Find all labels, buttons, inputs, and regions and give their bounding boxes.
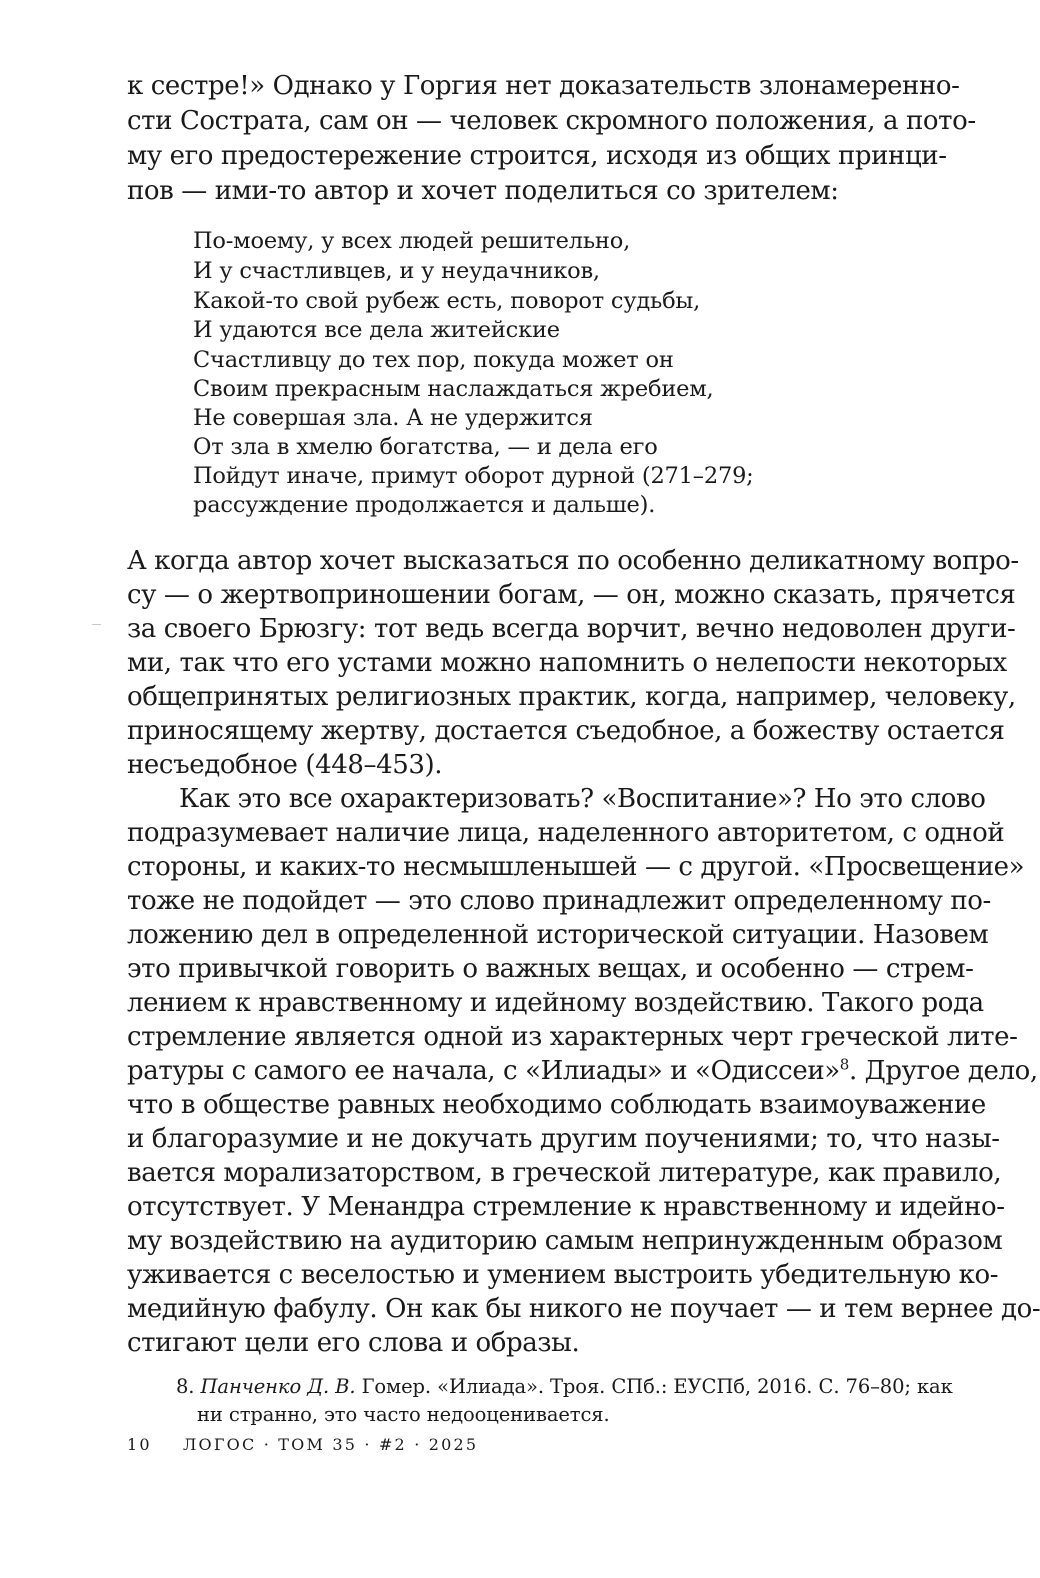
text-line: приносящему жертву, достается съедобное, а божеству остается (127, 716, 1005, 746)
text-line: подразумевает наличие лица, наделенного авторитетом, с одной (127, 818, 1005, 848)
text-line: тоже не подойдет — это слово принадлежит определенному по- (127, 886, 991, 916)
verse-line: По-моему, у всех людей решительно, (193, 228, 631, 254)
journal-info: ЛОГОС · ТОМ 35 · #2 · 2025 (183, 1435, 479, 1454)
text-line: стороны, и каких-то несмышленышей — с другой. «Просвещение» (127, 852, 1025, 882)
text-line: вается морализаторством, в греческой литературе, как правило, (127, 1158, 1002, 1188)
text-line: к сестре!» Однако у Горгия нет доказательств злонамеренно- (127, 71, 960, 101)
text-line: медийную фабулу. Он как бы никого не поучает — и тем вернее до- (127, 1294, 1040, 1324)
verse-line: Не совершая зла. А не удержится (193, 405, 593, 431)
text-line-with-footnote-ref (127, 1055, 1038, 1087)
verse-line: Пойдут иначе, примут оборот дурной (271–279; (193, 463, 754, 489)
footnote-line (176, 1374, 953, 1400)
verse-line: Какой-то свой рубеж есть, поворот судьбы, (193, 288, 701, 314)
text-line: ложению дел в определенной исторической ситуации. Назовем (127, 920, 989, 950)
text-line: стигают цели его слова и образы. (127, 1328, 580, 1358)
text-line: отсутствует. У Менандра стремление к нравственному и идейно- (127, 1192, 1005, 1222)
text-line: несъедобное (448–453). (127, 750, 443, 780)
text-line: и благоразумие и не докучать другим поучениями; то, что назы- (127, 1124, 1000, 1154)
text-line: стремление является одной из характерных черт греческой лите- (127, 1022, 1018, 1052)
footnote-citation: Гомер. «Илиада». Троя. СПб.: ЕУСПб, 2016. С. 76–80; как (361, 1375, 953, 1398)
footnote-author: Панченко Д. В. (200, 1375, 356, 1398)
text-line: пов — ими-то автор и хочет поделиться со зрителем: (127, 176, 839, 206)
footnote-number: 8. (176, 1375, 195, 1398)
text-line: му его предостережение строится, исходя из общих принци- (127, 141, 947, 171)
footnote-ref-8[interactable]: 8 (839, 1055, 849, 1074)
scan-artifact-mark (92, 624, 101, 625)
text-line: сти Сострата, сам он — человек скромного положения, а пото- (127, 106, 976, 136)
text-line: это привычкой говорить о важных вещах, и особенно — стрем- (127, 954, 974, 984)
verse-line: рассуждение продолжается и дальше). (193, 492, 656, 518)
verse-line: И у счастливцев, и у неудачников, (193, 258, 600, 284)
verse-line: Счастливцу до тех пор, покуда может он (193, 347, 674, 373)
page-number: 10 (127, 1435, 152, 1454)
text-line: что в обществе равных необходимо соблюдать взаимоуважение (127, 1090, 986, 1120)
text-line: общепринятых религиозных практик, когда, например, человеку, (127, 682, 1016, 712)
text-line: су — о жертвоприношении богам, — он, можно сказать, прячется (127, 580, 1016, 610)
verse-line: От зла в хмелю богатства, — и дела его (193, 434, 658, 460)
text-line: А когда автор хочет высказаться по особенно деликатному вопро- (127, 546, 1019, 576)
text-fragment: ратуры с самого ее начала, с «Илиады» и «Одиссеи» (127, 1056, 840, 1086)
text-line: лением к нравственному и идейному воздействию. Такого рода (127, 988, 984, 1018)
text-fragment: . Другое дело, (848, 1056, 1038, 1086)
text-line: уживается с веселостью и умением выстроить убедительную ко- (127, 1260, 999, 1290)
running-footer (127, 1434, 478, 1456)
text-line: за своего Брюзгу: тот ведь всегда ворчит, вечно недоволен други- (127, 614, 1016, 644)
verse-line: Своим прекрасным наслаждаться жребием, (193, 376, 714, 402)
text-line: му воздействию на аудиторию самым непринужденным образом (127, 1226, 1003, 1256)
verse-line: И удаются все дела житейские (193, 317, 560, 343)
text-line: ми, так что его устами можно напомнить о нелепости некоторых (127, 648, 1007, 678)
footnote-line: ни странно, это часто недооценивается. (197, 1403, 610, 1426)
text-line: Как это все охарактеризовать? «Воспитание»? Но это слово (179, 784, 986, 814)
